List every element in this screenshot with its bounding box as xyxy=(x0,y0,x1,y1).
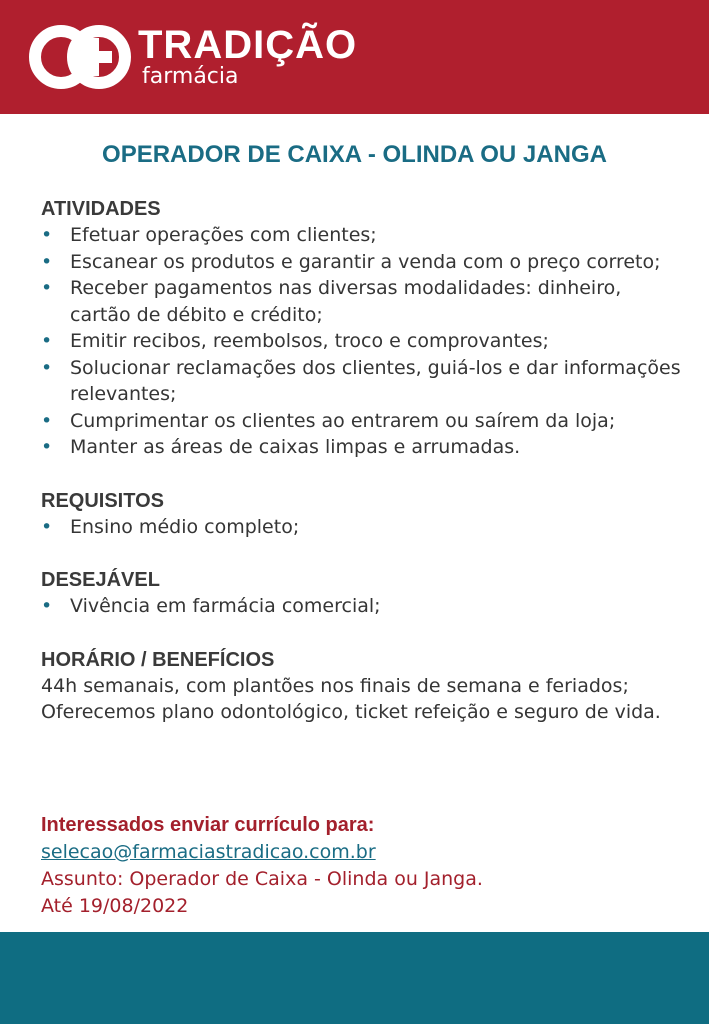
bullet-icon: • xyxy=(41,224,53,246)
bullet-icon: • xyxy=(41,409,53,432)
bullet-icon: • xyxy=(41,330,53,352)
section-title-desejavel: DESEJÁVEL xyxy=(41,569,160,591)
bullet-icon: • xyxy=(41,250,53,273)
requisitos-list xyxy=(41,514,681,541)
list-item: • Receber pagamentos nas diversas modalidades: dinheiro, cartão de débito e crédito; xyxy=(41,277,622,326)
section-title-requisitos: REQUISITOS xyxy=(41,489,164,512)
list-item: • Manter as áreas de caixas limpas e arrumadas. xyxy=(41,434,681,461)
list-item: • Escanear os produtos e garantir a venda com o preço correto; xyxy=(41,249,681,276)
apply-title: Interessados enviar currículo para: xyxy=(41,814,375,836)
list-item: • Cumprimentar os clientes ao entrarem ou saírem da loja; xyxy=(41,408,681,435)
job-description xyxy=(41,196,681,753)
job-title: OPERADOR DE CAIXA - OLINDA OU JANGA xyxy=(102,141,607,168)
bullet-icon: • xyxy=(41,356,53,379)
horario-text: 44h semanais, com plantões nos finais de semana e feriados; Oferecemos plano odontológico, ticket refeição e seguro de vida. xyxy=(41,674,661,723)
section-title-atividades: ATIVIDADES xyxy=(41,198,161,220)
footer-banner xyxy=(0,932,709,1024)
bullet-icon: • xyxy=(41,515,53,538)
apply-section xyxy=(41,812,681,920)
list-item: • Efetuar operações com clientes; xyxy=(41,222,681,249)
header-banner xyxy=(0,0,709,114)
brand-name: TRADIÇÃO xyxy=(138,23,358,67)
list-item: • Emitir recibos, reembolsos, troco e comprovantes; xyxy=(41,328,681,355)
list-item: • Ensino médio completo; xyxy=(41,514,681,541)
desejavel-list xyxy=(41,593,681,620)
bullet-icon: • xyxy=(41,436,53,458)
section-desejavel xyxy=(41,567,681,620)
section-title-horario: HORÁRIO / BENEFÍCIOS xyxy=(41,648,275,671)
bullet-icon: • xyxy=(41,277,53,299)
brand-subtitle: farmácia xyxy=(142,64,239,89)
email-link[interactable]: selecao@farmaciastradicao.com.br xyxy=(41,841,376,863)
section-atividades xyxy=(41,196,681,461)
section-horario xyxy=(41,647,681,726)
atividades-list xyxy=(41,222,681,461)
tradicao-logo-icon xyxy=(28,24,132,90)
section-requisitos xyxy=(41,488,681,541)
list-item: • Solucionar reclamações dos clientes, guiá-los e dar informações relevantes; xyxy=(41,356,681,405)
bullet-icon: • xyxy=(41,595,53,617)
apply-deadline: Até 19/08/2022 xyxy=(41,895,189,917)
apply-subject: Assunto: Operador de Caixa - Olinda ou Janga. xyxy=(41,868,483,890)
list-item: • Vivência em farmácia comercial; xyxy=(41,593,681,620)
